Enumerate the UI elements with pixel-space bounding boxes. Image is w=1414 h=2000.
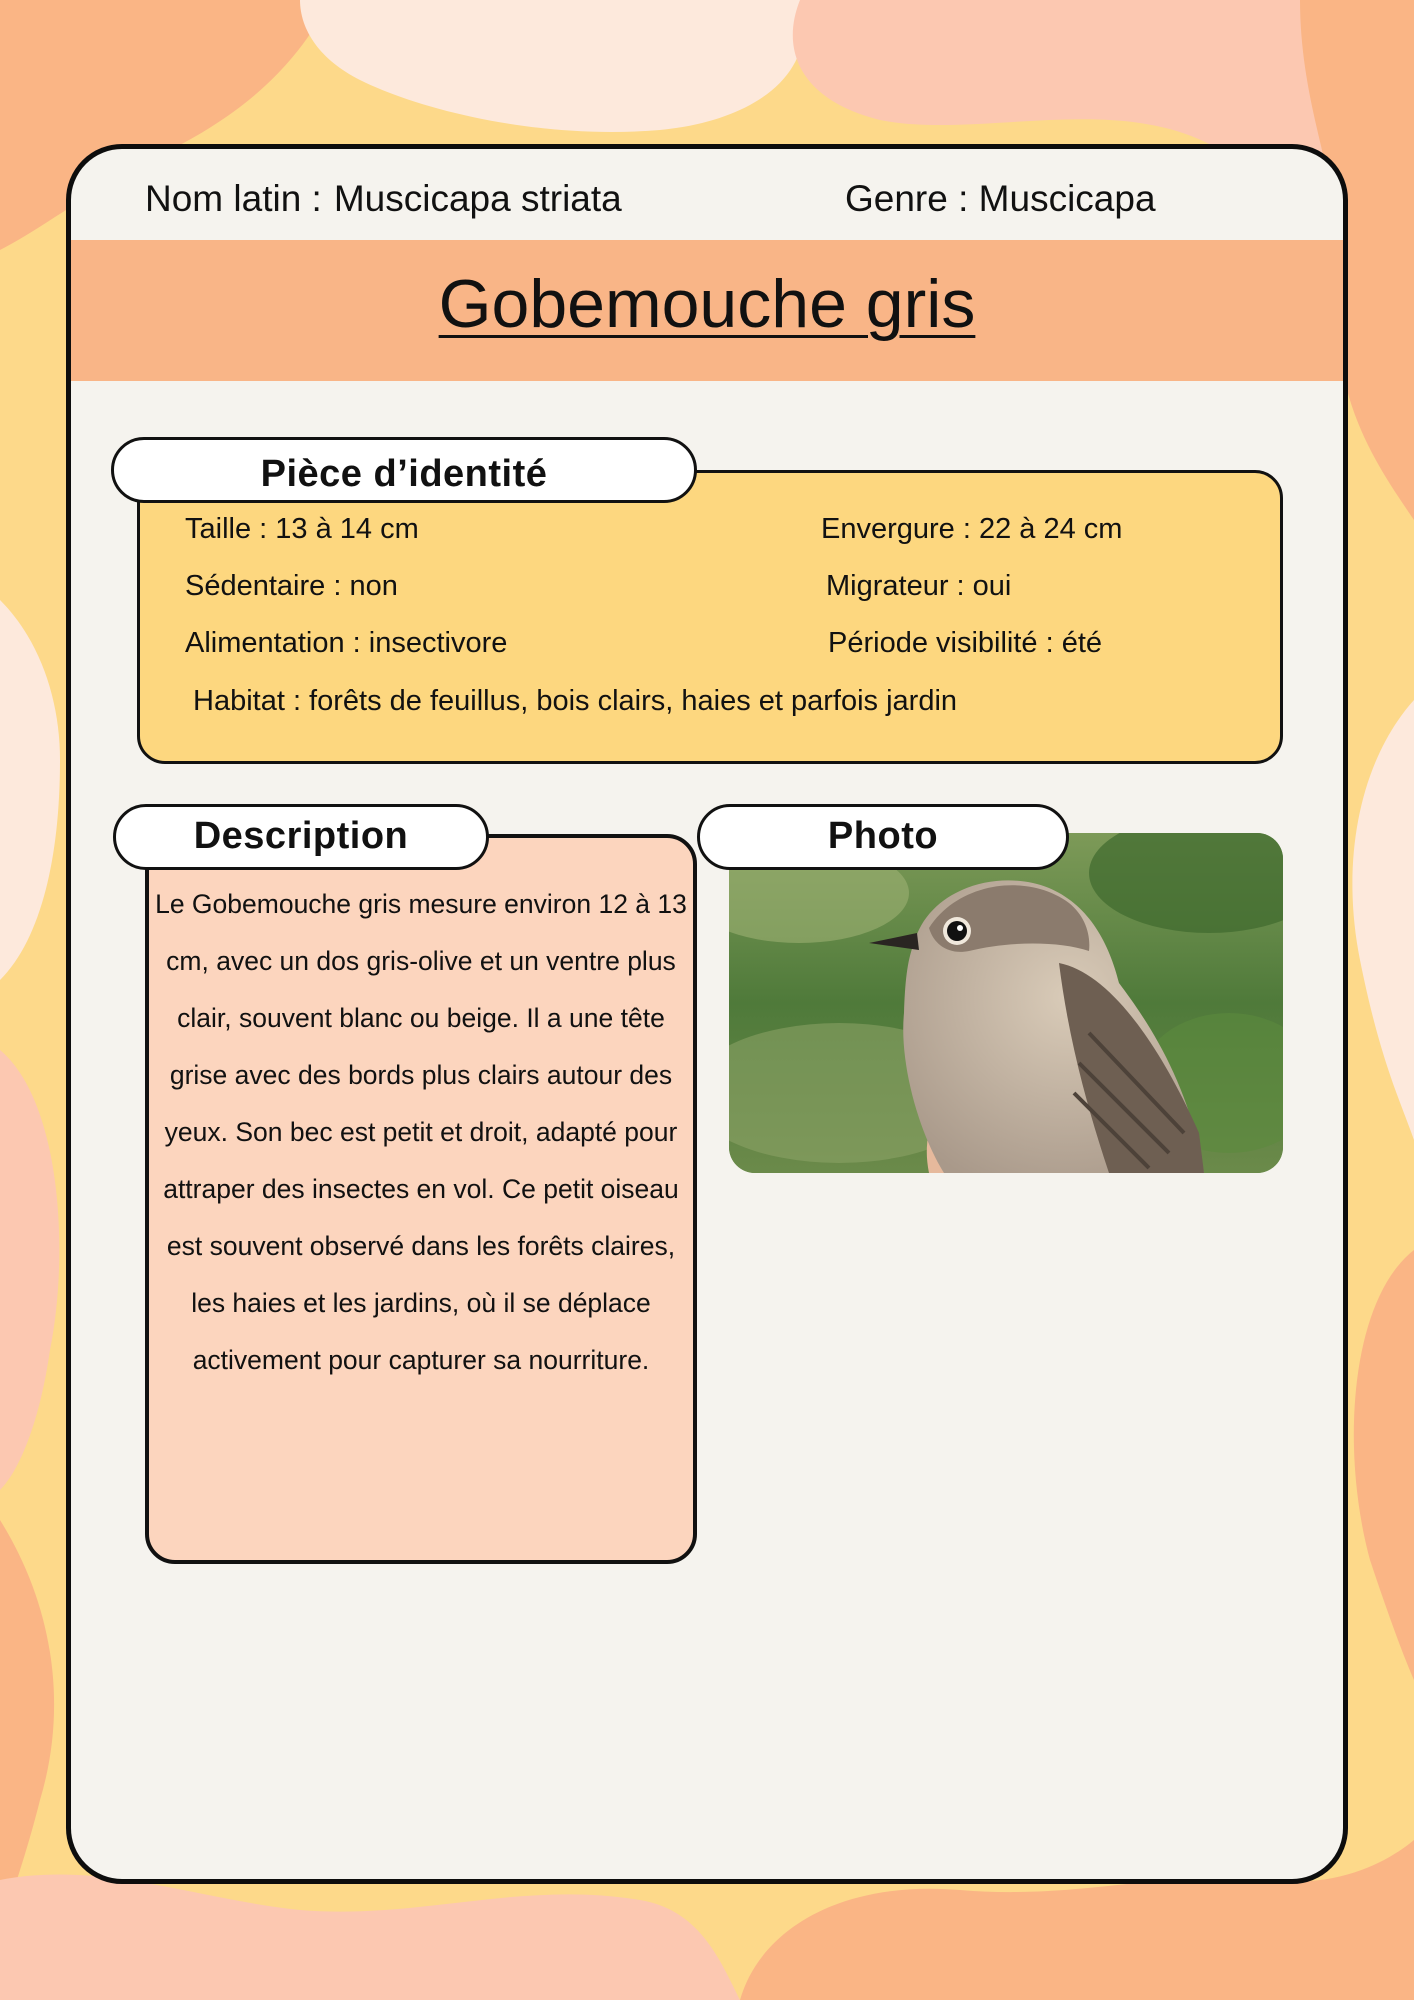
latin-name-label: Nom latin : [145, 178, 322, 219]
field-migratory: Migrateur : oui [826, 570, 1012, 602]
identity-heading: Pièce d’identité [111, 437, 697, 503]
field-size: Taille : 13 à 14 cm [185, 513, 419, 545]
latin-name-line [145, 177, 622, 221]
description-text: Le Gobemouche gris mesure environ 12 à 13 cm, avec un dos gris-olive et un ventre plus clair, souvent blanc ou beige. Il a une tête grise avec des bords plus clairs autour des yeux. Son bec est petit et droit, adapté pour attraper des insectes en vol. Ce petit oiseau est souvent observé dans les forêts claires, les haies et les jardins, où il se déplace activement pour capturer sa nourriture. [155, 889, 687, 1375]
species-card [66, 144, 1348, 1884]
title-band [71, 240, 1343, 381]
flycatcher-illustration [729, 833, 1283, 1173]
bird-photo [729, 833, 1283, 1173]
field-visibility-period: Période visibilité : été [828, 627, 1103, 659]
description-heading: Description [113, 804, 489, 870]
photo-heading: Photo [697, 804, 1069, 870]
page-title: Gobemouche gris [438, 266, 976, 342]
description-box [145, 834, 697, 1564]
genus-line: Genre : Muscicapa [845, 178, 1156, 219]
field-diet: Alimentation : insectivore [185, 627, 508, 659]
field-wingspan: Envergure : 22 à 24 cm [821, 513, 1123, 545]
field-sedentary: Sédentaire : non [185, 570, 398, 602]
latin-name-value: Muscicapa striata [333, 178, 622, 219]
field-habitat: Habitat : forêts de feuillus, bois clairs, haies et parfois jardin [193, 685, 958, 717]
